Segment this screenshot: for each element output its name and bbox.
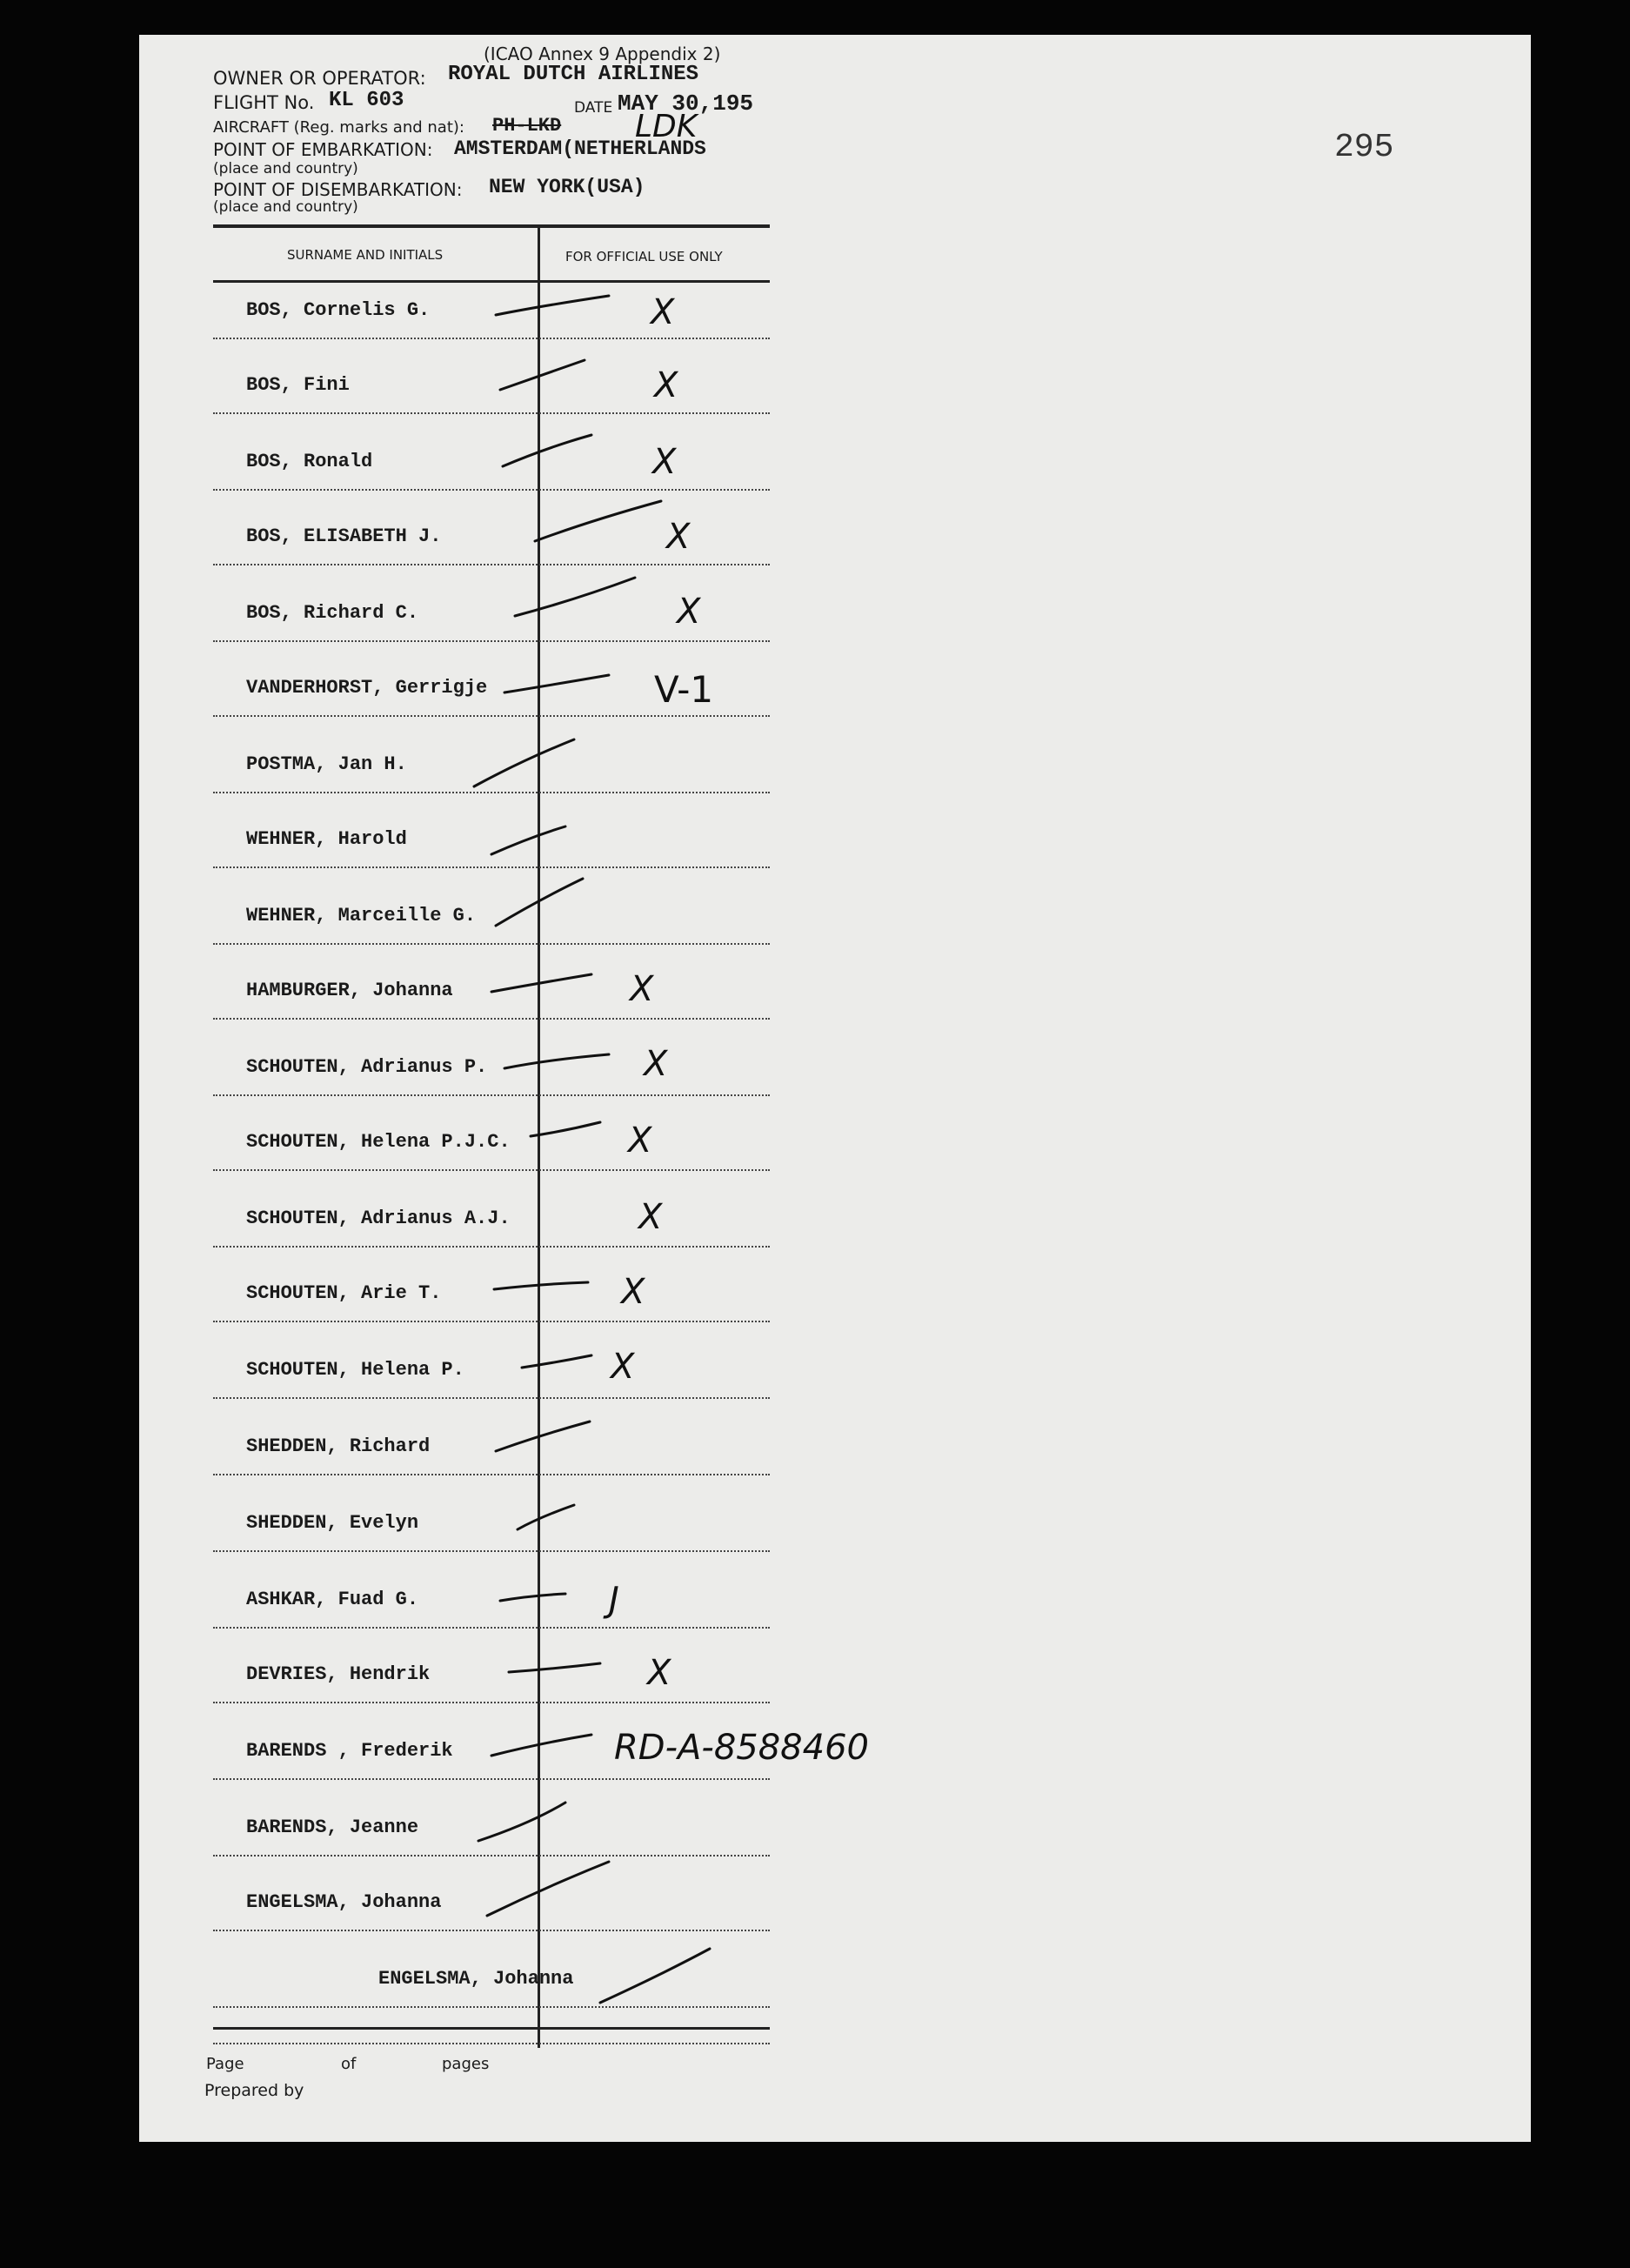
footer-prepared-label: Prepared by xyxy=(204,2081,304,2100)
official-mark: RD-A-8588460 xyxy=(614,1728,869,1768)
passenger-name: SHEDDEN, Richard xyxy=(246,1435,431,1457)
column-header-surname: SURNAME AND INITIALS xyxy=(287,247,444,263)
passenger-name: SCHOUTEN, Adrianus P. xyxy=(246,1056,488,1078)
date-label: DATE xyxy=(574,99,613,117)
owner-value: ROYAL DUTCH AIRLINES xyxy=(448,63,699,86)
date-value: MAY 30,195 xyxy=(618,90,754,117)
owner-label: OWNER OR OPERATOR: xyxy=(213,68,426,89)
passenger-name: SCHOUTEN, Helena P. xyxy=(246,1359,464,1381)
official-mark: X xyxy=(652,442,677,482)
disembark-sub: (place and country) xyxy=(213,198,358,216)
page-stamp-number: 295 xyxy=(1334,129,1394,166)
footer-pages-label: pages xyxy=(442,2055,490,2073)
official-mark: X xyxy=(644,1044,668,1084)
official-mark: X xyxy=(611,1347,635,1387)
official-mark: J xyxy=(609,1580,619,1620)
passenger-name: WEHNER, Marceille G. xyxy=(246,905,477,927)
official-mark: X xyxy=(628,1121,652,1161)
aircraft-label: AIRCRAFT (Reg. marks and nat): xyxy=(213,118,464,137)
official-mark: X xyxy=(651,292,675,332)
passenger-name: WEHNER, Harold xyxy=(246,828,407,850)
official-mark: X xyxy=(630,969,654,1009)
passenger-name: BARENDS , Frederik xyxy=(246,1740,453,1762)
passenger-name: SCHOUTEN, Adrianus A.J. xyxy=(246,1208,511,1229)
official-mark: X xyxy=(621,1272,645,1312)
disembark-label: POINT OF DISEMBARKATION: xyxy=(213,179,463,200)
passenger-name: SHEDDEN, Evelyn xyxy=(246,1512,419,1534)
passenger-name: VANDERHORST, Gerrigje xyxy=(246,677,488,699)
icao-reference: (ICAO Annex 9 Appendix 2) xyxy=(484,43,721,64)
passenger-name: BOS, Ronald xyxy=(246,451,373,472)
passenger-name: BOS, ELISABETH J. xyxy=(246,525,442,547)
flight-label: FLIGHT No. xyxy=(213,92,315,113)
official-mark: V-1 xyxy=(654,668,714,711)
passenger-name: SCHOUTEN, Helena P.J.C. xyxy=(246,1131,511,1153)
passenger-name: DEVRIES, Hendrik xyxy=(246,1663,431,1685)
footer-of-label: of xyxy=(341,2055,357,2073)
passenger-name: POSTMA, Jan H. xyxy=(246,753,407,775)
embark-label: POINT OF EMBARKATION: xyxy=(213,139,433,160)
passenger-name: HAMBURGER, Johanna xyxy=(246,980,453,1001)
disembark-value: NEW YORK(USA) xyxy=(489,176,645,198)
official-mark: X xyxy=(638,1197,663,1237)
flight-value: KL 603 xyxy=(329,89,404,112)
passenger-name: BARENDS, Jeanne xyxy=(246,1816,419,1838)
embark-value: AMSTERDAM(NETHERLANDS xyxy=(454,137,706,160)
passenger-name: BOS, Cornelis G. xyxy=(246,299,431,321)
official-mark: X xyxy=(647,1653,671,1693)
column-header-official: FOR OFFICIAL USE ONLY xyxy=(565,249,723,264)
aircraft-value: PH-LKD xyxy=(492,115,562,137)
passenger-name: ENGELSMA, Johanna xyxy=(378,1968,574,1990)
embark-sub: (place and country) xyxy=(213,160,358,177)
official-mark: X xyxy=(677,592,701,632)
passenger-name: BOS, Fini xyxy=(246,374,350,396)
passenger-name: ASHKAR, Fuad G. xyxy=(246,1589,419,1610)
passenger-name: ENGELSMA, Johanna xyxy=(246,1891,442,1913)
official-mark: X xyxy=(654,365,678,405)
passenger-name: SCHOUTEN, Arie T. xyxy=(246,1282,442,1304)
footer-page-label: Page xyxy=(206,2055,244,2073)
aircraft-handwritten: LDK xyxy=(635,109,698,144)
passenger-name: BOS, Richard C. xyxy=(246,602,419,624)
official-mark: X xyxy=(666,517,691,557)
